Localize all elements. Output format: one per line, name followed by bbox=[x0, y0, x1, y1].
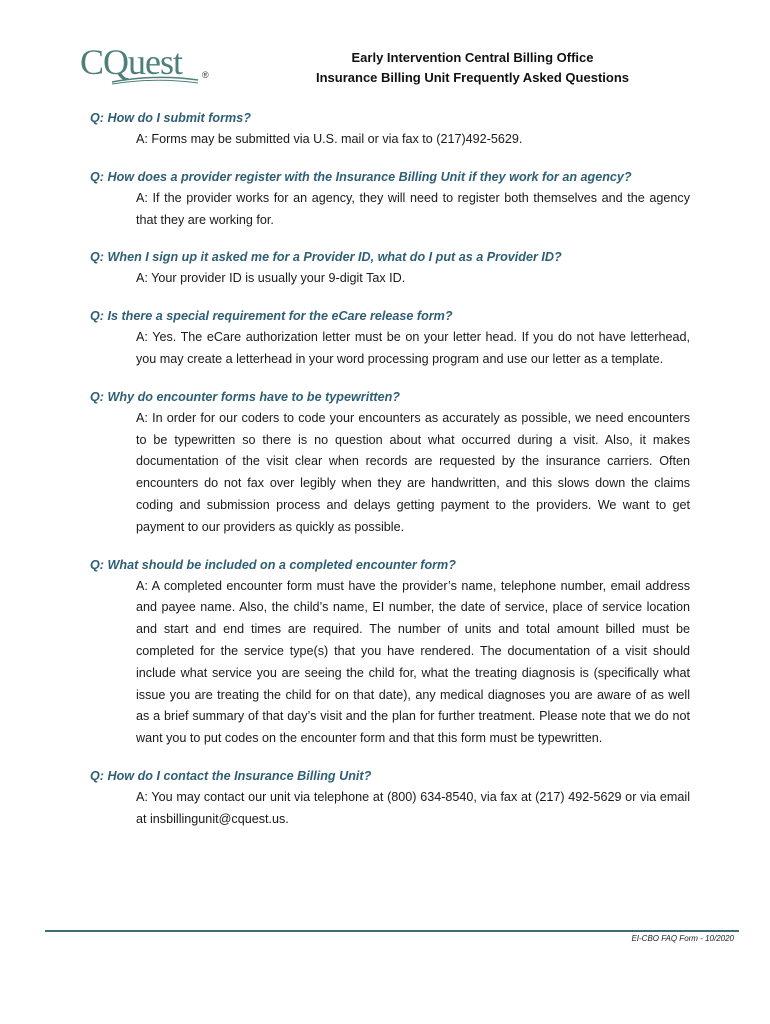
faq-answer: A: In order for our coders to code your encounters as accurately as possible, we need encounters to be typewritten so there is no question about what occurred during a visit. Also, it makes documentation of the visit clear when records are requested by the insurance carriers. Often encounters do not fax over legibly when they are handwritten, and this slows down the claims coding and submission process and delays getting payment to the providers. We want to get payment to our providers as quickly as possible. bbox=[136, 410, 690, 534]
faq-answer: A: Your provider ID is usually your 9-digit Tax ID. bbox=[136, 271, 406, 286]
faq-question: Q: When I sign up it asked me for a Provider ID, what do I put as a Provider ID? bbox=[90, 250, 562, 265]
faq-question: Q: What should be included on a completed encounter form? bbox=[90, 557, 456, 572]
header-title-line2: Insurance Billing Unit Frequently Asked Questions bbox=[315, 70, 629, 85]
header-title-line1: Early Intervention Central Billing Office bbox=[351, 50, 594, 65]
faq-list bbox=[90, 108, 690, 847]
faq-item bbox=[90, 247, 690, 290]
logo-wordmark: CQuest bbox=[80, 42, 182, 82]
faq-item bbox=[90, 766, 690, 831]
registered-mark: ® bbox=[202, 70, 209, 80]
logo-swoosh-icon bbox=[110, 74, 200, 86]
faq-answer: A: Yes. The eCare authorization letter must be on your letter head. If you do not have letterhead, you may create a letterhead in your word processing program and use our letter as a template. bbox=[136, 330, 690, 366]
footer-form-id: EI-CBO FAQ Form - 10/2020 bbox=[631, 934, 734, 943]
faq-answer: A: If the provider works for an agency, they will need to register both themselves and the agency that they are working for. bbox=[136, 190, 690, 227]
faq-question: Q: How does a provider register with the Insurance Billing Unit if they work for an agency? bbox=[90, 169, 632, 184]
faq-question: Q: Is there a special requirement for the eCare release form? bbox=[90, 309, 453, 324]
faq-answer: A: A completed encounter form must have the provider’s name, telephone number, email address and payee name. Also, the child’s name, EI number, the date of service, place of service location and start and end times are required. The number of units and total amount billed must be completed for the service type(s) that you have rendered. The documentation of a visit should include what service you are seeing the child for, what the treating diagnosis is (specifically what issue you are treating the child for on that date), any medical diagnoses you are aware of as well as a brief summary of that day’s visit and the plan for further treatment. Please note that we do not want you to put codes on the encounter form and that this form must be typewritten. bbox=[136, 578, 690, 746]
faq-answer: A: Forms may be submitted via U.S. mail or via fax to (217)492-5629. bbox=[136, 132, 523, 146]
faq-item bbox=[90, 108, 690, 151]
cquest-logo bbox=[80, 44, 210, 92]
footer-divider bbox=[45, 930, 739, 932]
faq-question: Q: Why do encounter forms have to be typewritten? bbox=[90, 389, 400, 404]
faq-question: Q: How do I contact the Insurance Billing Unit? bbox=[90, 768, 372, 783]
document-header bbox=[300, 48, 645, 88]
faq-item bbox=[90, 387, 690, 539]
faq-answer: A: You may contact our unit via telephone at (800) 634-8540, via fax at (217) 492-5629 or via email at insbillingunit@cquest.us. bbox=[136, 789, 690, 826]
faq-item bbox=[90, 167, 690, 232]
faq-item bbox=[90, 555, 690, 750]
faq-item bbox=[90, 306, 690, 371]
faq-question: Q: How do I submit forms? bbox=[90, 111, 251, 125]
